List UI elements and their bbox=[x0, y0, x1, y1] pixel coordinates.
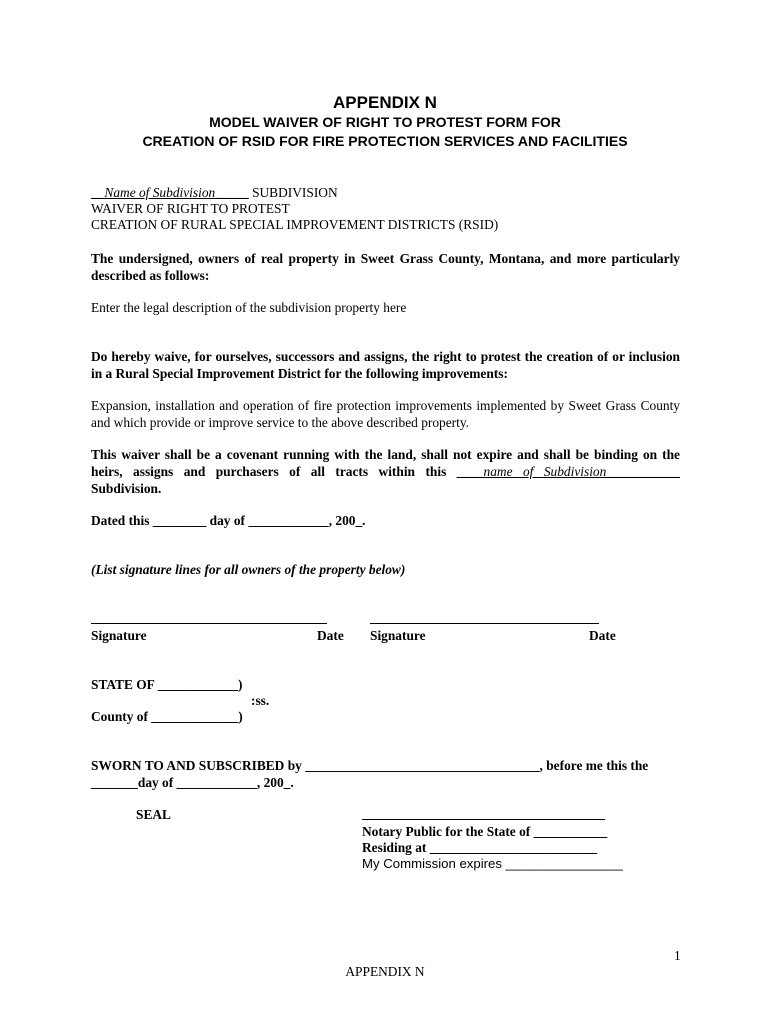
covenant-subdivision-name-field[interactable]: name of Subdivision bbox=[483, 464, 607, 479]
subdivision-blank-pre: __ bbox=[91, 185, 105, 200]
ss-label: :ss. bbox=[251, 693, 270, 708]
form-subtitle-line-1: MODEL WAIVER OF RIGHT TO PROTEST FORM FOR bbox=[209, 114, 561, 130]
waiver-heading: WAIVER OF RIGHT TO PROTEST bbox=[91, 201, 290, 216]
covenant-line-2-text: heirs, assigns and purchasers of all tracts within this bbox=[91, 464, 447, 479]
subdivision-blank-post: _____ bbox=[215, 185, 249, 200]
page-number: 1 bbox=[674, 948, 681, 963]
sworn-line-1[interactable] bbox=[91, 757, 680, 774]
dated-line[interactable]: Dated this ________ day of ____________, 200_. bbox=[91, 513, 366, 528]
notary-residing-line[interactable]: Residing at _________________________ bbox=[362, 840, 598, 855]
sworn-line-1-left: SWORN TO AND SUBSCRIBED by ___________________________________ bbox=[91, 758, 540, 773]
sworn-line-2[interactable]: _______day of ____________, 200_. bbox=[91, 775, 294, 790]
left-date-label: Date bbox=[317, 628, 344, 643]
signature-instruction: (List signature lines for all owners of the property below) bbox=[91, 562, 406, 577]
right-signature-label: Signature bbox=[370, 628, 426, 643]
covenant-blank-pre: ____ bbox=[456, 464, 484, 479]
legal-description-field[interactable]: Enter the legal description of the subdivision property here bbox=[91, 300, 407, 315]
appendix-title: APPENDIX N bbox=[333, 93, 437, 112]
footer-label: APPENDIX N bbox=[345, 964, 425, 979]
notary-commission-line[interactable]: My Commission expires ________________ bbox=[362, 856, 623, 871]
covenant-blank-post: ___________ bbox=[606, 464, 680, 479]
sworn-line-1-right: , before me this the bbox=[539, 758, 649, 773]
rsid-heading: CREATION OF RURAL SPECIAL IMPROVEMENT DISTRICTS (RSID) bbox=[91, 217, 499, 232]
covenant-line-1: This waiver shall be a covenant running with the land, shall not expire and shall be binding on the bbox=[91, 447, 680, 462]
subdivision-name-field[interactable]: Name of Subdivision bbox=[104, 185, 216, 200]
owners-paragraph: The undersigned, owners of real property in Sweet Grass County, Montana, and more particularly described as follows: bbox=[91, 251, 680, 283]
right-signature-line[interactable] bbox=[370, 623, 599, 624]
left-signature-label: Signature bbox=[91, 628, 147, 643]
state-of-line[interactable]: STATE OF ____________) bbox=[91, 677, 243, 692]
form-subtitle-line-2: CREATION OF RSID FOR FIRE PROTECTION SERVICES AND FACILITIES bbox=[142, 133, 628, 149]
right-date-label: Date bbox=[589, 628, 616, 643]
covenant-line-3: Subdivision. bbox=[91, 481, 162, 496]
county-of-line[interactable]: County of _____________) bbox=[91, 709, 243, 724]
waive-paragraph: Do hereby waive, for ourselves, successors and assigns, the right to protest the creation of or inclusion in a Rural Special Improvement District for the following improvements: bbox=[91, 349, 680, 381]
covenant-line-2 bbox=[91, 463, 680, 480]
left-signature-line[interactable] bbox=[91, 623, 327, 624]
subdivision-word: SUBDIVISION bbox=[248, 185, 338, 200]
notary-state-line[interactable]: Notary Public for the State of ___________ bbox=[362, 824, 608, 839]
notary-signature-line[interactable] bbox=[362, 819, 605, 820]
seal-label: SEAL bbox=[136, 807, 171, 822]
improvements-paragraph: Expansion, installation and operation of fire protection improvements implemented by Sweet Grass County and which provide or improve service to the above described property. bbox=[91, 398, 680, 430]
subdivision-heading bbox=[91, 184, 338, 201]
